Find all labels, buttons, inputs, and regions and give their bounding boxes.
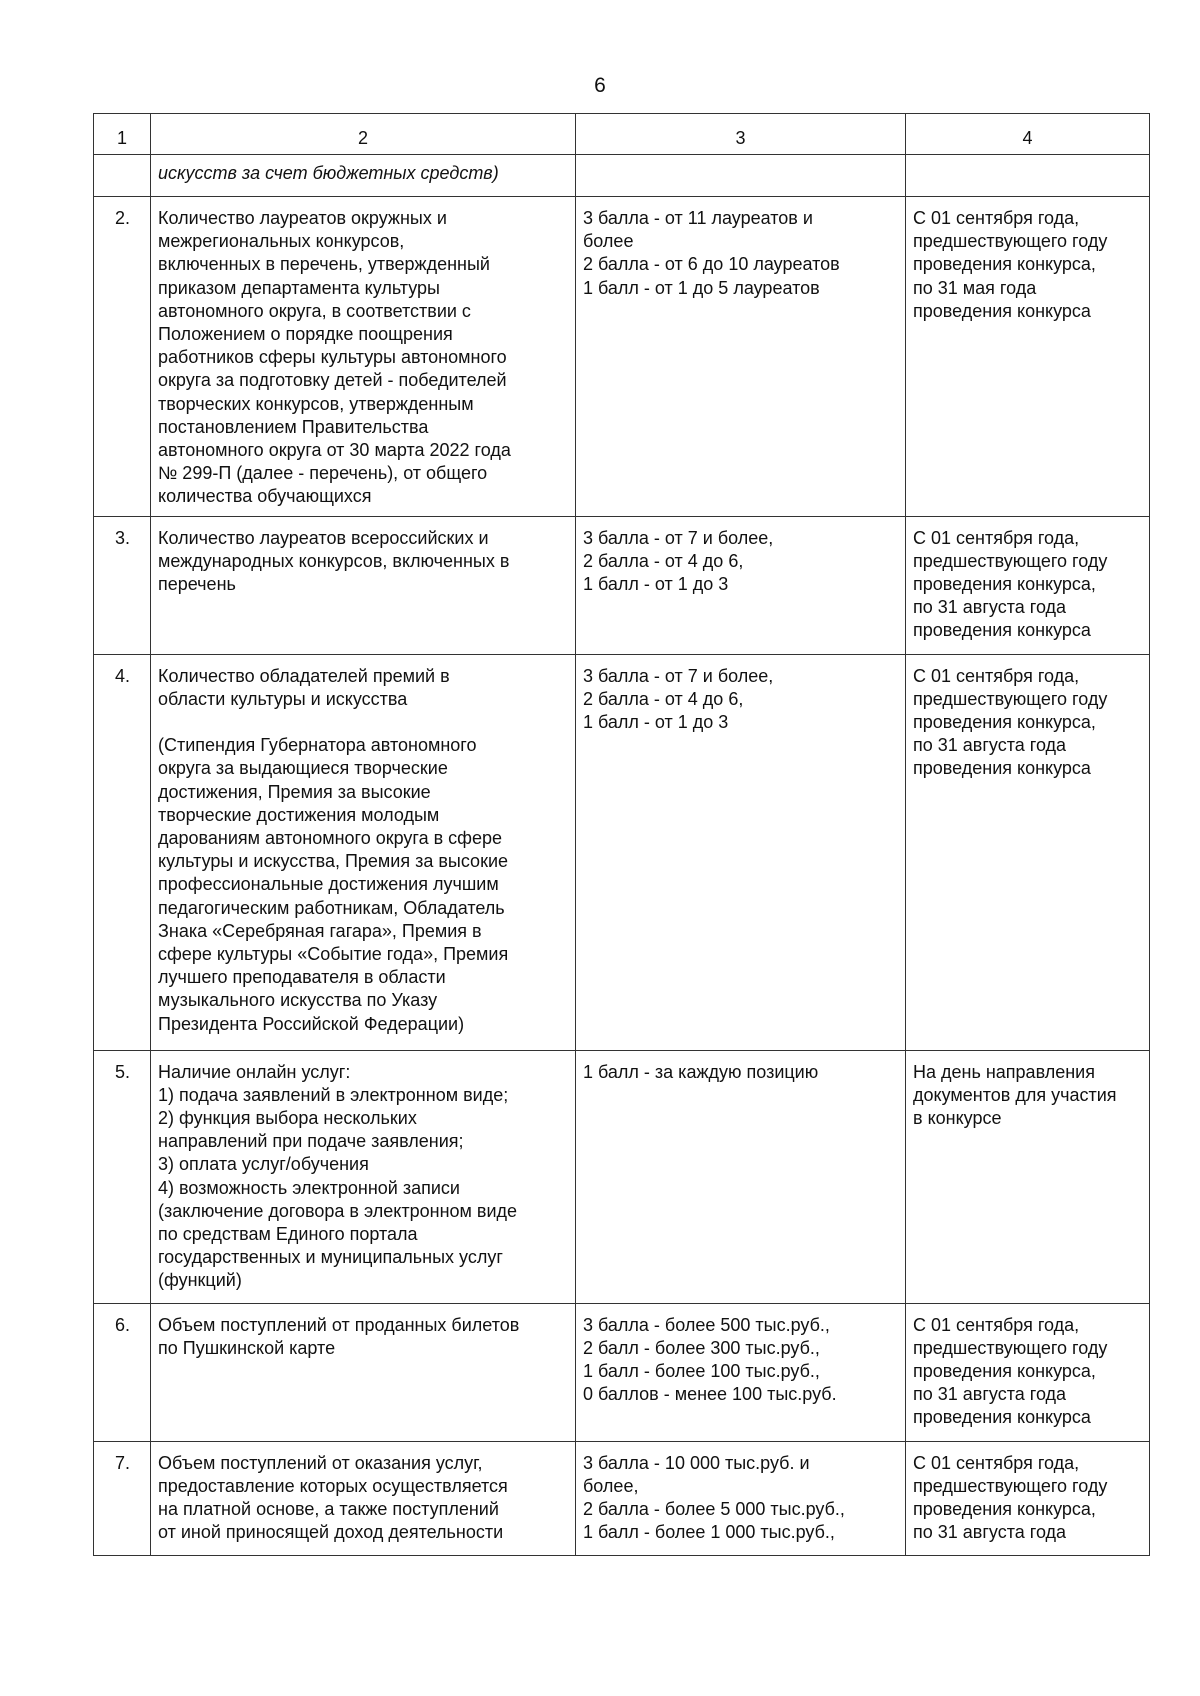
row-number: 6. bbox=[94, 1303, 151, 1441]
points-cell: 3 балла - более 500 тыс.руб., 2 балл - более 300 тыс.руб., 1 балл - более 100 тыс.руб., 0 баллов - менее 100 тыс.руб. bbox=[576, 1303, 906, 1441]
row-number bbox=[94, 155, 151, 197]
page-number: 6 bbox=[594, 74, 606, 97]
criterion-cell: Наличие онлайн услуг: 1) подача заявлений в электронном виде; 2) функция выбора нескольких направлений при подаче заявления; 3) оплата услуг/обучения 4) возможность электронной записи (заключение договора в электронном виде по средствам Единого портала государственных и муниципальных услуг (функций) bbox=[151, 1050, 576, 1303]
table-row bbox=[94, 197, 1150, 517]
points-cell: 3 балла - 10 000 тыс.руб. и более, 2 балла - более 5 000 тыс.руб., 1 балл - более 1 000 тыс.руб., bbox=[576, 1441, 906, 1555]
criterion-cell: Количество лауреатов всероссийских и международных конкурсов, включенных в перечень bbox=[151, 516, 576, 654]
points-cell bbox=[576, 155, 906, 197]
period-cell: С 01 сентября года, предшествующего году проведения конкурса, по 31 августа года bbox=[906, 1441, 1150, 1555]
points-cell: 3 балла - от 11 лауреатов и более 2 балла - от 6 до 10 лауреатов 1 балл - от 1 до 5 лауреатов bbox=[576, 197, 906, 517]
table-row bbox=[94, 1050, 1150, 1303]
column-header-4: 4 bbox=[906, 114, 1150, 155]
criterion-cell: Объем поступлений от проданных билетов по Пушкинской карте bbox=[151, 1303, 576, 1441]
period-cell: На день направления документов для участия в конкурсе bbox=[906, 1050, 1150, 1303]
period-cell: С 01 сентября года, предшествующего году проведения конкурса, по 31 мая года проведения конкурса bbox=[906, 197, 1150, 517]
criterion-cell: Объем поступлений от оказания услуг, предоставление которых осуществляется на платной основе, а также поступлений от иной приносящей доход деятельности bbox=[151, 1441, 576, 1555]
period-cell bbox=[906, 155, 1150, 197]
column-header-1: 1 bbox=[94, 114, 151, 155]
row-number: 7. bbox=[94, 1441, 151, 1555]
table-row bbox=[94, 155, 1150, 197]
table-row bbox=[94, 654, 1150, 1050]
table-row bbox=[94, 1303, 1150, 1441]
criteria-table bbox=[93, 113, 1150, 1556]
table-row bbox=[94, 1441, 1150, 1555]
column-header-2: 2 bbox=[151, 114, 576, 155]
period-cell: С 01 сентября года, предшествующего году проведения конкурса, по 31 августа года проведения конкурса bbox=[906, 516, 1150, 654]
row-number: 4. bbox=[94, 654, 151, 1050]
table-row bbox=[94, 516, 1150, 654]
period-cell: С 01 сентября года, предшествующего году проведения конкурса, по 31 августа года проведения конкурса bbox=[906, 654, 1150, 1050]
criterion-cell: Количество лауреатов окружных и межрегиональных конкурсов, включенных в перечень, утвержденный приказом департамента культуры автономного округа, в соответствии с Положением о порядке поощрения работников сферы культуры автономного округа за подготовку детей - победителей творческих конкурсов, утвержденным постановлением Правительства автономного округа от 30 марта 2022 года № 299-П (далее - перечень), от общего количества обучающихся bbox=[151, 197, 576, 517]
column-header-3: 3 bbox=[576, 114, 906, 155]
period-cell: С 01 сентября года, предшествующего году проведения конкурса, по 31 августа года проведения конкурса bbox=[906, 1303, 1150, 1441]
criterion-cell: Количество обладателей премий в области культуры и искусства (Стипендия Губернатора автономного округа за выдающиеся творческие достижения, Премия за высокие творческие достижения молодым дарованиям автономного округа в сфере культуры и искусства, Премия за высокие профессиональные достижения лучшим педагогическим работникам, Обладатель Знака «Серебряная гагара», Премия в сфере культуры «Событие года», Премия лучшего преподавателя в области музыкального искусства по Указу Президента Российской Федерации) bbox=[151, 654, 576, 1050]
row-number: 5. bbox=[94, 1050, 151, 1303]
row-number: 2. bbox=[94, 197, 151, 517]
criterion-cell: искусств за счет бюджетных средств) bbox=[151, 155, 576, 197]
points-cell: 3 балла - от 7 и более, 2 балла - от 4 до 6, 1 балл - от 1 до 3 bbox=[576, 516, 906, 654]
points-cell: 1 балл - за каждую позицию bbox=[576, 1050, 906, 1303]
table-header-row bbox=[94, 114, 1150, 155]
row-number: 3. bbox=[94, 516, 151, 654]
points-cell: 3 балла - от 7 и более, 2 балла - от 4 до 6, 1 балл - от 1 до 3 bbox=[576, 654, 906, 1050]
